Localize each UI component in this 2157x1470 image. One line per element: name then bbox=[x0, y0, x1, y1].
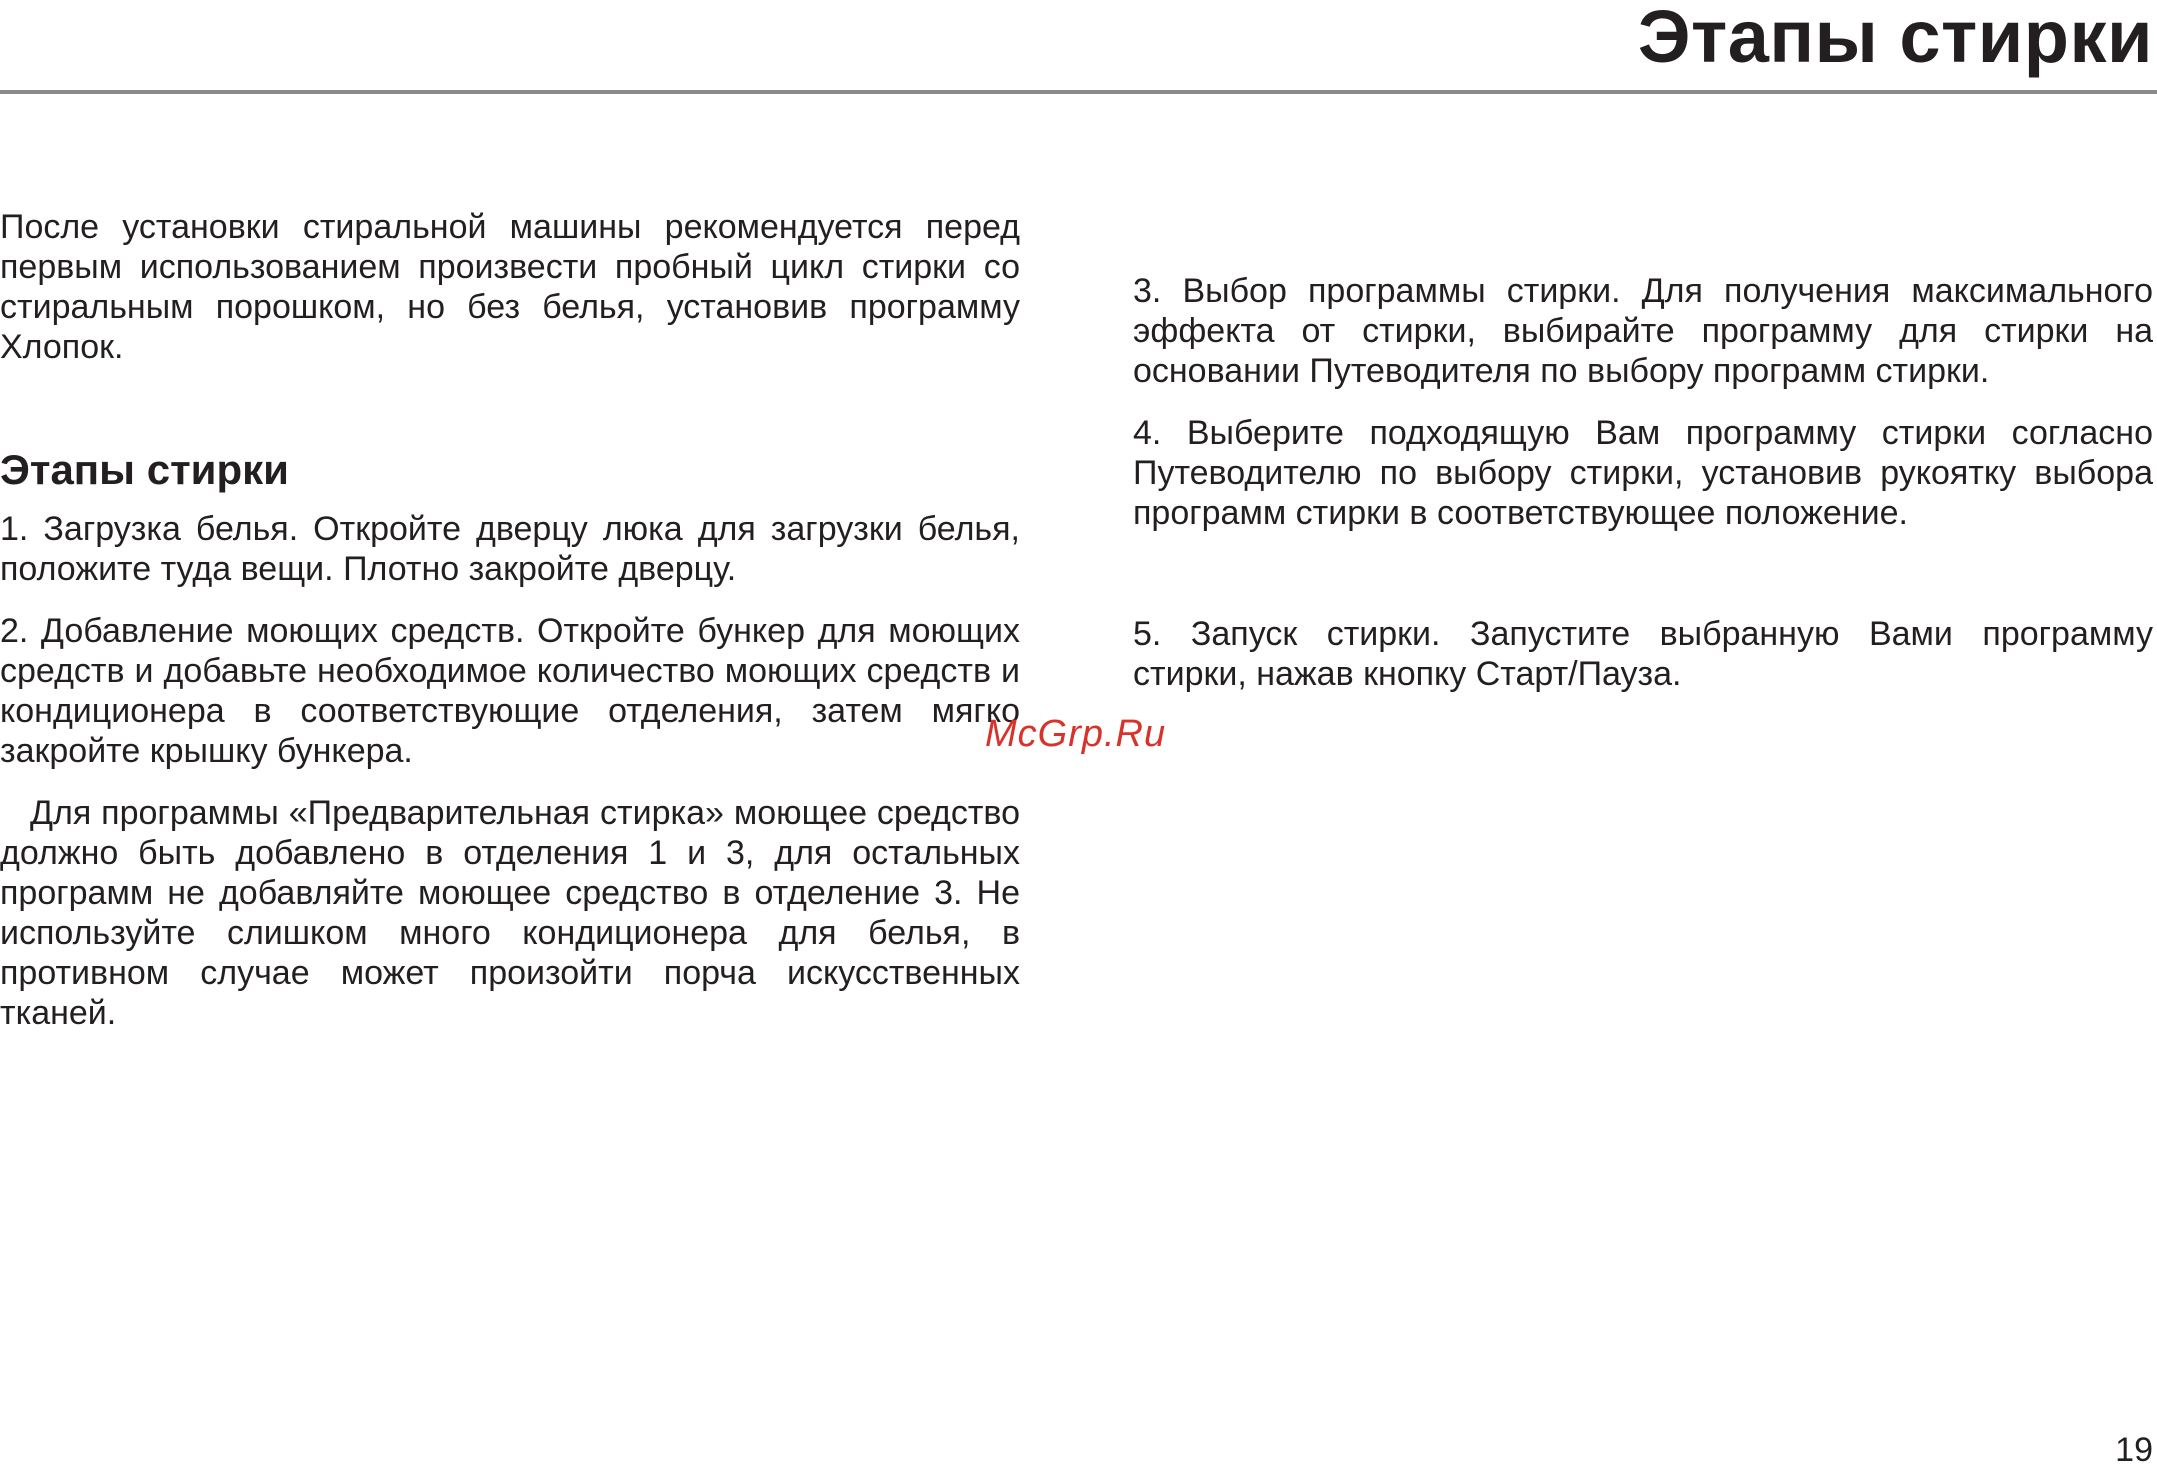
page-number: 19 bbox=[2115, 1431, 2153, 1469]
section-title: Этапы стирки bbox=[0, 446, 289, 493]
step-2-paragraph: 2. Добавление моющих средств. Откройте бункер для моющих средств и добавьте необходимое количество моющих средств и кондиционера в соответствующие отделения, затем мягко закройте крышку бункера. bbox=[0, 612, 1020, 770]
step-4-paragraph: 4. Выберите подходящую Вам программу стирки согласно Путеводителю по выбору стирки, установив рукоятку выбора программ стирки в соответствующее положение. bbox=[1133, 414, 2153, 532]
page-header bbox=[0, 0, 2157, 95]
header-divider bbox=[0, 90, 2157, 94]
step-3-paragraph: 3. Выбор программы стирки. Для получения максимального эффекта от стирки, выбирайте программу для стирки на основании Путеводителя по выбору программ стирки. bbox=[1133, 272, 2153, 390]
step-5-paragraph: 5. Запуск стирки. Запустите выбранную Вами программу стирки, нажав кнопку Старт/Пауза. bbox=[1133, 615, 2153, 693]
watermark: McGrp.Ru bbox=[985, 713, 1167, 755]
intro-paragraph: После установки стиральной машины рекомендуется перед первым использованием произвести пробный цикл стирки со стиральным порошком, но без белья, установив программу Хлопок. bbox=[0, 208, 1020, 366]
right-column bbox=[1133, 271, 2153, 694]
header-title: Этапы стирки bbox=[1637, 0, 2153, 78]
step-1-paragraph: 1. Загрузка белья. Откройте дверцу люка для загрузки белья, положите туда вещи. Плотно закройте дверцу. bbox=[0, 510, 1020, 588]
left-column bbox=[0, 207, 1020, 1033]
detergent-note-paragraph: Для программы «Предварительная стирка» моющее средство должно быть добавлено в отделения 1 и 3, для остальных программ не добавляйте моющее средство в отделение 3. Не используйте слишком много кондиционера для белья, в противном случае может произойти порча искусственных тканей. bbox=[0, 794, 1020, 1032]
